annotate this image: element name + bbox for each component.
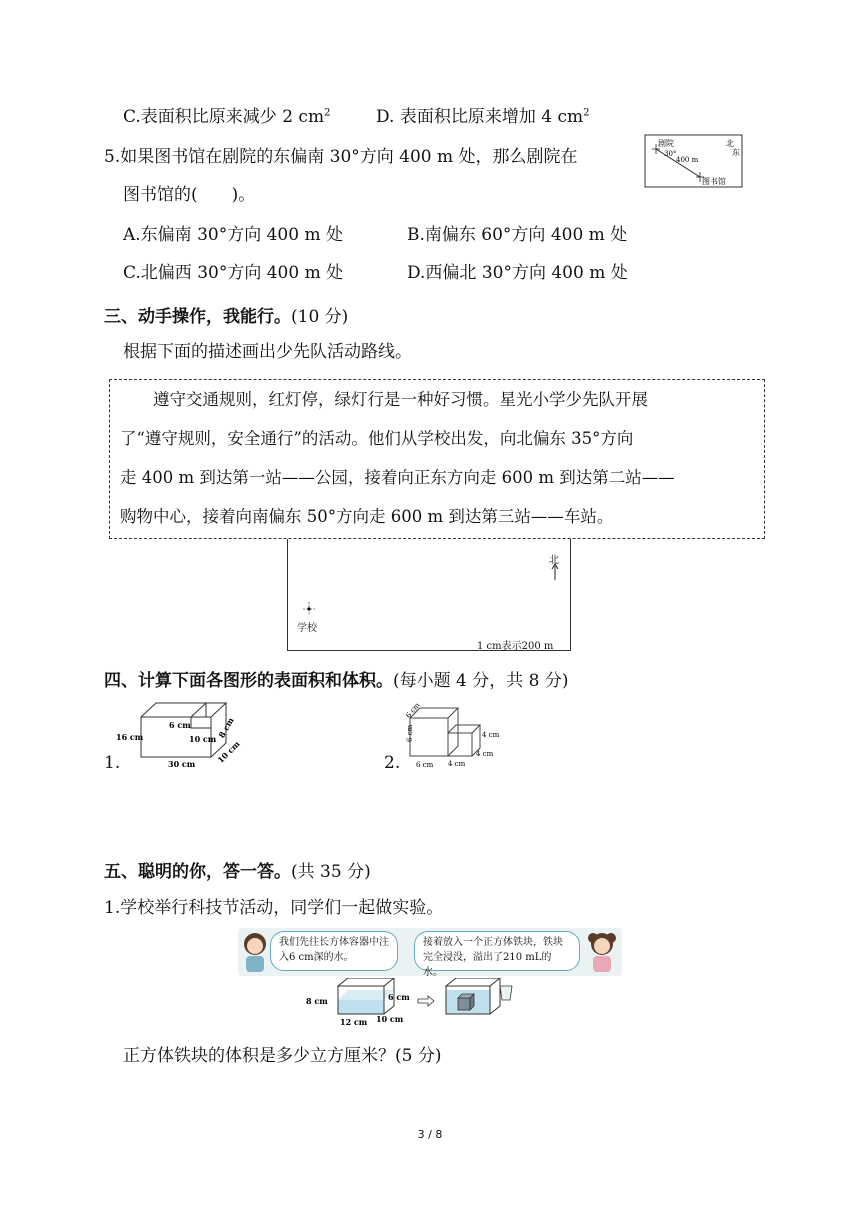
section5-heading: 五、聪明的你，答一答。(共 35 分) (104, 862, 371, 882)
map-scale-label: 1 cm表示200 m (477, 641, 554, 652)
box-line-2: 了“遵守规则，安全通行”的活动。他们从学校出发，向北偏东 35°方向 (120, 429, 634, 448)
section3-heading: 三、动手操作，我能行。(10 分) (104, 307, 349, 327)
container-height-label: 8 cm (306, 996, 328, 1006)
q5-stem-line2: 图书馆的( )。 (123, 185, 256, 205)
iron-cube-icon (458, 994, 474, 1010)
fig1-number: 1. (104, 753, 121, 773)
map-school-label: 学校 (297, 623, 317, 634)
q5-option-a: A.东偏南 30°方向 400 m 处 (123, 225, 343, 245)
fig2-small-depth-label: 4 cm (476, 750, 494, 758)
container-width-label: 10 cm (376, 1014, 404, 1024)
theater-label: 剧院 (658, 139, 674, 148)
library-label: 图书馆 (702, 177, 726, 186)
fig1-cut-depth-label: 10 cm (189, 734, 217, 744)
school-point-icon (302, 601, 316, 617)
page-number: 3 / 8 (417, 1128, 443, 1141)
section4-heading: 四、计算下面各图形的表面积和体积。(每小题 4 分，共 8 分) (104, 671, 569, 691)
box-line-4: 购物中心，接着向南偏东 50°方向走 600 m 到达第三站——车站。 (120, 507, 614, 526)
fig1-cut-width-label: 6 cm (169, 720, 191, 730)
right-arrow-icon (418, 996, 434, 1006)
fig1-cut-height-label: 8 cm (216, 715, 236, 740)
angle-label: 30° (664, 150, 677, 158)
section5-q1: 1.学校举行科技节活动，同学们一起做实验。 (104, 898, 444, 918)
distance-label: 400 m (676, 156, 699, 164)
q5-option-b: B.南偏东 60°方向 400 m 处 (407, 225, 628, 245)
box-line-1: 遵守交通规则，红灯停，绿灯行是一种好习惯。星光小学少先队开展 (120, 390, 648, 409)
girl-left-avatar (240, 930, 270, 974)
box-line-3: 走 400 m 到达第一站——公园，接着向正东方向走 600 m 到达第二站—— (120, 468, 675, 487)
north-label: 北 (726, 139, 734, 148)
fig2-big-bottom-label: 6 cm (416, 761, 434, 769)
container-diagram (300, 978, 520, 1030)
fig2-small-right-label: 4 cm (482, 731, 500, 739)
speech-bubble-1: 我们先往长方体容器中注入6 cm深的水。 (270, 931, 398, 971)
fig2-small-bottom-label: 4 cm (448, 760, 466, 768)
girl-right-avatar (586, 930, 618, 974)
fig1-depth-label: 10 cm (215, 738, 242, 766)
q5-stem-line1: 5.如果图书馆在剧院的东偏南 30°方向 400 m 处，那么剧院在 (104, 147, 578, 167)
q4-option-c: C.表面积比原来减少 2 $cm^2$ (123, 107, 331, 127)
fig1-solid-figure (113, 700, 248, 770)
north-arrow-icon (550, 563, 560, 581)
fig1-height-label: 16 cm (116, 732, 144, 742)
overflow-cup-icon (500, 986, 512, 1000)
section3-instruction: 根据下面的描述画出少先队活动路线。 (123, 342, 412, 362)
description-box (109, 379, 765, 539)
q4-option-d: D. 表面积比原来增加 4 $cm^2$ (376, 107, 590, 127)
fig1-width-label: 30 cm (168, 759, 196, 769)
container-length-label: 12 cm (340, 1017, 368, 1027)
speech-bubble-2: 接着放入一个正方体铁块，铁块完全浸没，溢出了210 mL的水。 (414, 931, 580, 971)
map-north-label: 北 (549, 555, 559, 566)
fig2-number: 2. (384, 753, 401, 773)
fig2-solid-figure (396, 700, 506, 772)
fig2-big-side-label: 6 cm (406, 724, 414, 742)
east-label: 东 (732, 148, 740, 157)
q5-direction-figure (644, 134, 744, 188)
q5-option-c: C.北偏西 30°方向 400 m 处 (123, 263, 344, 283)
fig2-big-top-label: 6 cm (404, 701, 422, 720)
container-water-label: 6 cm (388, 992, 410, 1002)
section5-question: 正方体铁块的体积是多少立方厘米？(5 分) (123, 1046, 442, 1066)
route-drawing-area[interactable] (287, 539, 571, 651)
q5-option-d: D.西偏北 30°方向 400 m 处 (407, 263, 628, 283)
